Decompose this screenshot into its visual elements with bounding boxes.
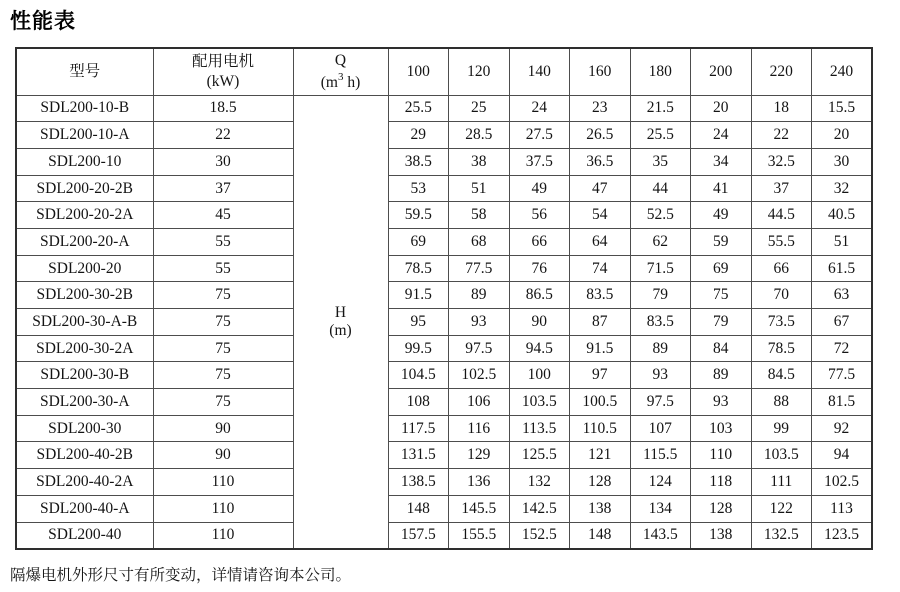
head-value-cell: 76 bbox=[509, 255, 570, 282]
head-value-cell: 47 bbox=[570, 175, 631, 202]
head-value-cell: 25.5 bbox=[630, 122, 691, 149]
motor-kw-cell: 110 bbox=[153, 495, 293, 522]
head-value-cell: 91.5 bbox=[388, 282, 449, 309]
table-row bbox=[16, 389, 872, 416]
head-value-cell: 115.5 bbox=[630, 442, 691, 469]
flow-rate-header: 240 bbox=[812, 48, 873, 95]
head-value-cell: 123.5 bbox=[812, 522, 873, 549]
table-row bbox=[16, 148, 872, 175]
head-value-cell: 20 bbox=[691, 95, 752, 122]
motor-kw-cell: 45 bbox=[153, 202, 293, 229]
head-value-cell: 18 bbox=[751, 95, 812, 122]
head-value-cell: 131.5 bbox=[388, 442, 449, 469]
head-value-cell: 38 bbox=[449, 148, 510, 175]
head-value-cell: 66 bbox=[509, 228, 570, 255]
head-value-cell: 118 bbox=[691, 469, 752, 496]
head-value-cell: 97.5 bbox=[449, 335, 510, 362]
head-value-cell: 122 bbox=[751, 495, 812, 522]
head-value-cell: 97.5 bbox=[630, 389, 691, 416]
head-value-cell: 93 bbox=[449, 309, 510, 336]
head-value-cell: 69 bbox=[691, 255, 752, 282]
head-value-cell: 22 bbox=[751, 122, 812, 149]
head-value-cell: 27.5 bbox=[509, 122, 570, 149]
table-row bbox=[16, 362, 872, 389]
head-value-cell: 148 bbox=[570, 522, 631, 549]
footnote-text: 隔爆电机外形尺寸有所变动，详情请咨询本公司。 bbox=[10, 567, 352, 584]
motor-kw-cell: 22 bbox=[153, 122, 293, 149]
head-value-cell: 81.5 bbox=[812, 389, 873, 416]
head-value-cell: 110 bbox=[691, 442, 752, 469]
flow-rate-header: 180 bbox=[630, 48, 691, 95]
motor-kw-cell: 75 bbox=[153, 309, 293, 336]
head-value-cell: 89 bbox=[691, 362, 752, 389]
head-value-cell: 38.5 bbox=[388, 148, 449, 175]
head-value-cell: 59 bbox=[691, 228, 752, 255]
head-value-cell: 68 bbox=[449, 228, 510, 255]
flow-rate-header: 100 bbox=[388, 48, 449, 95]
head-value-cell: 125.5 bbox=[509, 442, 570, 469]
head-value-cell: 37.5 bbox=[509, 148, 570, 175]
flow-rate-header: 200 bbox=[691, 48, 752, 95]
head-value-cell: 74 bbox=[570, 255, 631, 282]
head-value-cell: 44 bbox=[630, 175, 691, 202]
head-value-cell: 88 bbox=[751, 389, 812, 416]
head-value-cell: 145.5 bbox=[449, 495, 510, 522]
header-row bbox=[16, 48, 872, 95]
model-cell: SDL200-30-A-B bbox=[16, 309, 153, 336]
head-value-cell: 23 bbox=[570, 95, 631, 122]
head-value-cell: 110.5 bbox=[570, 415, 631, 442]
head-value-cell: 40.5 bbox=[812, 202, 873, 229]
motor-header-label: 配用电机 bbox=[191, 52, 254, 70]
head-value-cell: 113 bbox=[812, 495, 873, 522]
motor-kw-cell: 110 bbox=[153, 469, 293, 496]
motor-kw-cell: 75 bbox=[153, 282, 293, 309]
head-value-cell: 79 bbox=[691, 309, 752, 336]
head-value-cell: 54 bbox=[570, 202, 631, 229]
table-row bbox=[16, 415, 872, 442]
head-value-cell: 25 bbox=[449, 95, 510, 122]
table-row bbox=[16, 255, 872, 282]
head-value-cell: 89 bbox=[630, 335, 691, 362]
head-value-cell: 143.5 bbox=[630, 522, 691, 549]
head-value-cell: 138 bbox=[691, 522, 752, 549]
model-cell: SDL200-20-2B bbox=[16, 175, 153, 202]
table-row bbox=[16, 522, 872, 549]
head-value-cell: 142.5 bbox=[509, 495, 570, 522]
head-value-cell: 30 bbox=[812, 148, 873, 175]
head-value-cell: 78.5 bbox=[388, 255, 449, 282]
head-value-cell: 24 bbox=[691, 122, 752, 149]
head-value-cell: 93 bbox=[691, 389, 752, 416]
head-value-cell: 103 bbox=[691, 415, 752, 442]
head-symbol: H bbox=[334, 303, 347, 321]
superscript-3: 3 bbox=[337, 70, 344, 83]
model-cell: SDL200-20-2A bbox=[16, 202, 153, 229]
model-cell: SDL200-10-A bbox=[16, 122, 153, 149]
table-header bbox=[16, 48, 872, 95]
table-row bbox=[16, 228, 872, 255]
head-value-cell: 89 bbox=[449, 282, 510, 309]
table-row bbox=[16, 282, 872, 309]
motor-kw-cell: 30 bbox=[153, 148, 293, 175]
model-cell: SDL200-40-2B bbox=[16, 442, 153, 469]
table-row bbox=[16, 122, 872, 149]
head-value-cell: 20 bbox=[812, 122, 873, 149]
head-value-cell: 53 bbox=[388, 175, 449, 202]
head-value-cell: 121 bbox=[570, 442, 631, 469]
head-value-cell: 64 bbox=[570, 228, 631, 255]
motor-kw-cell: 110 bbox=[153, 522, 293, 549]
head-value-cell: 86.5 bbox=[509, 282, 570, 309]
head-value-cell: 152.5 bbox=[509, 522, 570, 549]
head-value-cell: 99.5 bbox=[388, 335, 449, 362]
model-cell: SDL200-20 bbox=[16, 255, 153, 282]
model-cell: SDL200-30-2A bbox=[16, 335, 153, 362]
head-value-cell: 32.5 bbox=[751, 148, 812, 175]
flow-rate-header: 220 bbox=[751, 48, 812, 95]
head-value-cell: 129 bbox=[449, 442, 510, 469]
head-value-cell: 21.5 bbox=[630, 95, 691, 122]
head-value-cell: 116 bbox=[449, 415, 510, 442]
head-value-cell: 66 bbox=[751, 255, 812, 282]
head-value-cell: 128 bbox=[570, 469, 631, 496]
head-value-cell: 79 bbox=[630, 282, 691, 309]
head-value-cell: 92 bbox=[812, 415, 873, 442]
head-value-cell: 94.5 bbox=[509, 335, 570, 362]
head-value-cell: 49 bbox=[509, 175, 570, 202]
head-value-cell: 70 bbox=[751, 282, 812, 309]
head-value-cell: 111 bbox=[751, 469, 812, 496]
head-value-cell: 99 bbox=[751, 415, 812, 442]
head-value-cell: 104.5 bbox=[388, 362, 449, 389]
head-value-cell: 52.5 bbox=[630, 202, 691, 229]
head-value-cell: 34 bbox=[691, 148, 752, 175]
motor-kw-cell: 75 bbox=[153, 389, 293, 416]
motor-header-unit: (kW) bbox=[206, 72, 240, 90]
head-value-cell: 132.5 bbox=[751, 522, 812, 549]
head-value-cell: 93 bbox=[630, 362, 691, 389]
model-column-header: 型号 bbox=[16, 48, 153, 95]
head-value-cell: 26.5 bbox=[570, 122, 631, 149]
head-value-cell: 55.5 bbox=[751, 228, 812, 255]
head-value-cell: 84.5 bbox=[751, 362, 812, 389]
head-value-cell: 107 bbox=[630, 415, 691, 442]
model-cell: SDL200-40-A bbox=[16, 495, 153, 522]
head-value-cell: 58 bbox=[449, 202, 510, 229]
page-title: 性能表 bbox=[10, 10, 76, 33]
head-value-cell: 59.5 bbox=[388, 202, 449, 229]
model-cell: SDL200-10 bbox=[16, 148, 153, 175]
head-value-cell: 132 bbox=[509, 469, 570, 496]
head-unit: (m) bbox=[329, 321, 352, 339]
head-value-cell: 84 bbox=[691, 335, 752, 362]
motor-kw-cell: 90 bbox=[153, 442, 293, 469]
head-value-cell: 95 bbox=[388, 309, 449, 336]
head-value-cell: 90 bbox=[509, 309, 570, 336]
model-cell: SDL200-30-2B bbox=[16, 282, 153, 309]
head-value-cell: 72 bbox=[812, 335, 873, 362]
head-value-cell: 134 bbox=[630, 495, 691, 522]
head-value-cell: 56 bbox=[509, 202, 570, 229]
head-value-cell: 83.5 bbox=[630, 309, 691, 336]
head-value-cell: 94 bbox=[812, 442, 873, 469]
motor-kw-cell: 75 bbox=[153, 362, 293, 389]
head-value-cell: 91.5 bbox=[570, 335, 631, 362]
head-value-cell: 77.5 bbox=[812, 362, 873, 389]
motor-column-header bbox=[153, 48, 293, 95]
head-value-cell: 157.5 bbox=[388, 522, 449, 549]
head-value-cell: 100.5 bbox=[570, 389, 631, 416]
head-value-cell: 100 bbox=[509, 362, 570, 389]
head-value-cell: 106 bbox=[449, 389, 510, 416]
head-value-cell: 148 bbox=[388, 495, 449, 522]
head-value-cell: 87 bbox=[570, 309, 631, 336]
head-value-cell: 15.5 bbox=[812, 95, 873, 122]
head-value-cell: 62 bbox=[630, 228, 691, 255]
head-value-cell: 102.5 bbox=[449, 362, 510, 389]
motor-kw-cell: 75 bbox=[153, 335, 293, 362]
flow-rate-header: 160 bbox=[570, 48, 631, 95]
head-value-cell: 97 bbox=[570, 362, 631, 389]
head-value-cell: 41 bbox=[691, 175, 752, 202]
head-value-cell: 51 bbox=[812, 228, 873, 255]
model-cell: SDL200-30-A bbox=[16, 389, 153, 416]
head-value-cell: 124 bbox=[630, 469, 691, 496]
head-value-cell: 128 bbox=[691, 495, 752, 522]
table-row bbox=[16, 495, 872, 522]
table-row bbox=[16, 95, 872, 122]
model-cell: SDL200-30-B bbox=[16, 362, 153, 389]
model-cell: SDL200-40 bbox=[16, 522, 153, 549]
motor-kw-cell: 55 bbox=[153, 228, 293, 255]
head-value-cell: 67 bbox=[812, 309, 873, 336]
table-row bbox=[16, 442, 872, 469]
head-value-cell: 32 bbox=[812, 175, 873, 202]
head-value-cell: 103.5 bbox=[509, 389, 570, 416]
head-value-cell: 69 bbox=[388, 228, 449, 255]
head-value-cell: 71.5 bbox=[630, 255, 691, 282]
model-cell: SDL200-40-2A bbox=[16, 469, 153, 496]
flow-column-header bbox=[293, 48, 388, 95]
head-value-cell: 138 bbox=[570, 495, 631, 522]
head-value-cell: 73.5 bbox=[751, 309, 812, 336]
table-row bbox=[16, 309, 872, 336]
flow-rate-header: 140 bbox=[509, 48, 570, 95]
model-cell: SDL200-30 bbox=[16, 415, 153, 442]
head-value-cell: 102.5 bbox=[812, 469, 873, 496]
motor-kw-cell: 37 bbox=[153, 175, 293, 202]
head-value-cell: 44.5 bbox=[751, 202, 812, 229]
head-value-cell: 103.5 bbox=[751, 442, 812, 469]
flow-rate-header: 120 bbox=[449, 48, 510, 95]
head-value-cell: 63 bbox=[812, 282, 873, 309]
model-cell: SDL200-20-A bbox=[16, 228, 153, 255]
head-value-cell: 77.5 bbox=[449, 255, 510, 282]
head-value-cell: 51 bbox=[449, 175, 510, 202]
head-value-cell: 35 bbox=[630, 148, 691, 175]
head-value-cell: 117.5 bbox=[388, 415, 449, 442]
motor-kw-cell: 18.5 bbox=[153, 95, 293, 122]
flow-unit: ($m^3$ h) bbox=[320, 70, 361, 91]
head-value-cell: 75 bbox=[691, 282, 752, 309]
head-value-cell: 108 bbox=[388, 389, 449, 416]
head-value-cell: 113.5 bbox=[509, 415, 570, 442]
head-value-cell: 28.5 bbox=[449, 122, 510, 149]
head-value-cell: 138.5 bbox=[388, 469, 449, 496]
table-row bbox=[16, 202, 872, 229]
motor-kw-cell: 90 bbox=[153, 415, 293, 442]
head-value-cell: 25.5 bbox=[388, 95, 449, 122]
performance-table bbox=[15, 47, 873, 550]
head-value-cell: 24 bbox=[509, 95, 570, 122]
table-row bbox=[16, 335, 872, 362]
head-unit-cell bbox=[293, 95, 388, 549]
head-value-cell: 61.5 bbox=[812, 255, 873, 282]
head-value-cell: 78.5 bbox=[751, 335, 812, 362]
head-value-cell: 36.5 bbox=[570, 148, 631, 175]
motor-kw-cell: 55 bbox=[153, 255, 293, 282]
head-value-cell: 155.5 bbox=[449, 522, 510, 549]
table-row bbox=[16, 175, 872, 202]
head-value-cell: 37 bbox=[751, 175, 812, 202]
performance-table-body bbox=[16, 95, 872, 549]
head-value-cell: 136 bbox=[449, 469, 510, 496]
head-value-cell: 49 bbox=[691, 202, 752, 229]
head-value-cell: 83.5 bbox=[570, 282, 631, 309]
model-cell: SDL200-10-B bbox=[16, 95, 153, 122]
head-value-cell: 29 bbox=[388, 122, 449, 149]
flow-symbol: Q bbox=[334, 51, 347, 69]
table-row bbox=[16, 469, 872, 496]
